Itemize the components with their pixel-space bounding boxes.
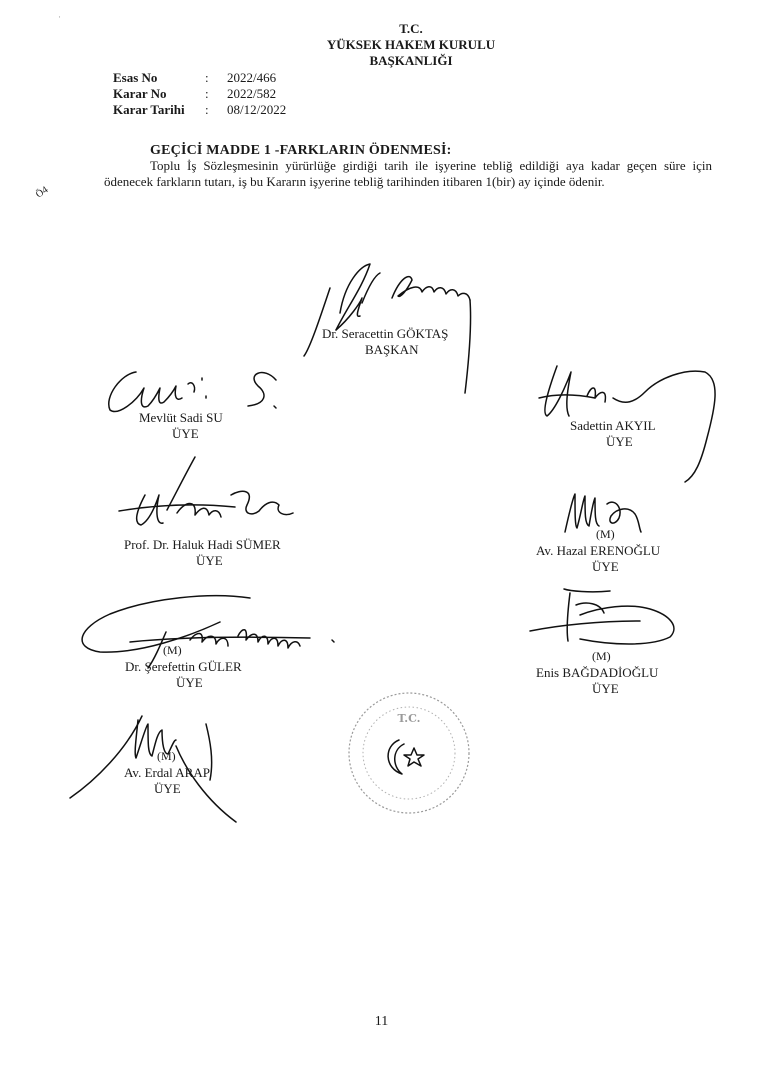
signatory-role: BAŞKAN — [365, 342, 419, 357]
header-institution: YÜKSEK HAKEM KURULU — [326, 37, 496, 52]
signatory-name: Dr. Şerefettin GÜLER — [125, 659, 242, 674]
signatory-role: ÜYE — [176, 675, 203, 690]
header-tc: T.C. — [399, 21, 423, 36]
signatory-name: Av. Hazal ERENOĞLU — [536, 543, 661, 558]
signatory-name: Av. Erdal ARAP — [124, 765, 210, 780]
signatory-name: Prof. Dr. Haluk Hadi SÜMER — [124, 537, 281, 552]
signatory-role: ÜYE — [592, 559, 619, 574]
meta-value: 08/12/2022 — [227, 102, 287, 117]
signatory-role: ÜYE — [172, 426, 199, 441]
official-seal — [344, 688, 474, 818]
dissent-mark: (M) — [592, 649, 611, 663]
signatory-role: ÜYE — [592, 681, 619, 696]
dissent-mark: (M) — [596, 527, 615, 541]
signatory-role: ÜYE — [606, 434, 633, 449]
signatory-name: Dr. Seracettin GÖKTAŞ — [322, 326, 449, 341]
seal-text: T.C. — [397, 712, 421, 725]
meta-label: Karar Tarihi — [113, 102, 185, 117]
meta-value: 2022/466 — [227, 70, 277, 85]
dissent-mark: (M) — [157, 749, 176, 763]
signatory-name: Enis BAĞDADİOĞLU — [536, 665, 659, 680]
scan-mark: · — [58, 12, 61, 22]
signatory-name: Mevlüt Sadi SU — [139, 410, 223, 425]
margin-mark: Ö4 — [33, 184, 51, 201]
meta-colon: : — [205, 102, 209, 117]
signature-hazal-erenoglu — [555, 484, 675, 544]
meta-colon: : — [205, 86, 209, 101]
meta-label: Esas No — [113, 70, 158, 85]
meta-label: Karar No — [113, 86, 167, 101]
meta-karar-tarihi — [113, 102, 286, 118]
article-body: Toplu İş Sözleşmesinin yürürlüğe girdiği tarih ile işyerine tebliğ edildiği aya kadar geçen süre için ödenecek farkların tutarı, iş bu Kararın işyerine tebliğ tarihinden itibaren 1(bir) ay içinde ödenir. — [104, 158, 712, 189]
article-title: GEÇİCİ MADDE 1 -FARKLARIN ÖDENMESİ: — [150, 143, 452, 158]
header-department: BAŞKANLIĞI — [369, 53, 453, 68]
page-number: 11 — [374, 1014, 389, 1029]
meta-karar-no — [113, 86, 276, 102]
signatory-name: Sadettin AKYIL — [570, 418, 656, 433]
meta-colon: : — [205, 70, 209, 85]
dissent-mark: (M) — [163, 643, 182, 657]
signatory-role: ÜYE — [196, 553, 223, 568]
signature-haluk-hadi-sumer — [115, 455, 305, 540]
signatory-role: ÜYE — [154, 781, 181, 796]
meta-esas-no — [113, 70, 276, 86]
meta-value: 2022/582 — [227, 86, 277, 101]
